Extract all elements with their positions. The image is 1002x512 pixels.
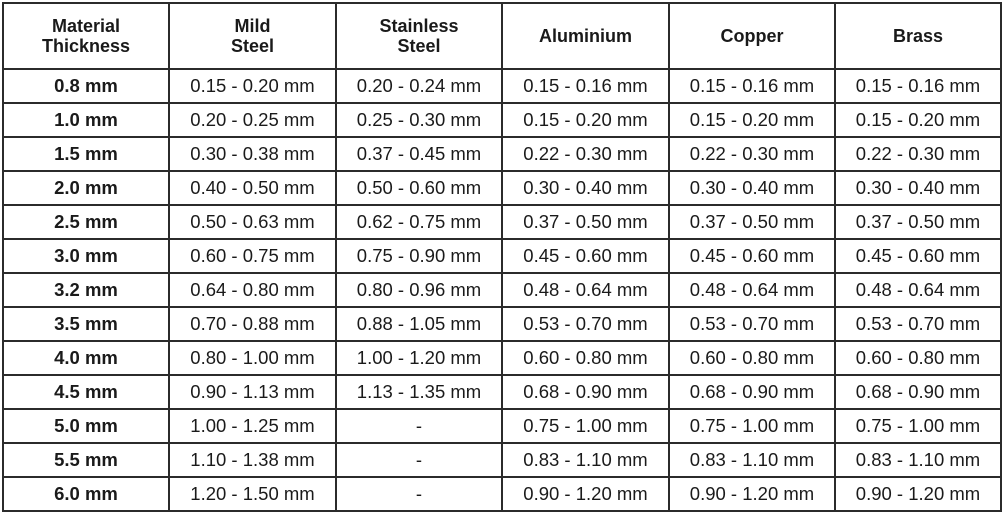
column-header-brass: [835, 3, 1001, 69]
table-cell: 0.48 - 0.64 mm: [835, 273, 1001, 307]
table-row: [3, 171, 1001, 205]
table-cell: 0.20 - 0.25 mm: [169, 103, 336, 137]
table-cell: 0.60 - 0.80 mm: [669, 341, 835, 375]
column-header-mild-steel: [169, 3, 336, 69]
header-line: Steel: [397, 36, 441, 56]
header-line: Stainless: [379, 16, 459, 36]
table-cell: 1.20 - 1.50 mm: [169, 477, 336, 511]
row-header-cell: 1.5 mm: [3, 137, 169, 171]
table-cell: 0.90 - 1.13 mm: [169, 375, 336, 409]
table-cell: 0.15 - 0.16 mm: [835, 69, 1001, 103]
table-cell: 0.30 - 0.40 mm: [669, 171, 835, 205]
header-line: Steel: [230, 36, 275, 56]
table-row: [3, 477, 1001, 511]
row-header-cell: 3.0 mm: [3, 239, 169, 273]
table-cell: 0.45 - 0.60 mm: [669, 239, 835, 273]
table-cell: 0.30 - 0.40 mm: [502, 171, 669, 205]
row-header-cell: 6.0 mm: [3, 477, 169, 511]
table-row: [3, 103, 1001, 137]
row-header-cell: 2.5 mm: [3, 205, 169, 239]
table-cell: 0.37 - 0.50 mm: [669, 205, 835, 239]
table-cell: 0.90 - 1.20 mm: [669, 477, 835, 511]
table-cell: 0.70 - 0.88 mm: [169, 307, 336, 341]
table-cell: 0.60 - 0.80 mm: [835, 341, 1001, 375]
table-cell: 0.15 - 0.20 mm: [502, 103, 669, 137]
table-cell: 0.53 - 0.70 mm: [669, 307, 835, 341]
table-cell: 0.22 - 0.30 mm: [669, 137, 835, 171]
row-header-cell: 2.0 mm: [3, 171, 169, 205]
table-cell: 0.15 - 0.20 mm: [669, 103, 835, 137]
table-cell: 0.30 - 0.38 mm: [169, 137, 336, 171]
table-row: [3, 273, 1001, 307]
table-cell: 1.00 - 1.25 mm: [169, 409, 336, 443]
table-cell: 0.68 - 0.90 mm: [669, 375, 835, 409]
table-cell: 1.10 - 1.38 mm: [169, 443, 336, 477]
table-cell: 1.13 - 1.35 mm: [336, 375, 502, 409]
table-body: [3, 69, 1001, 511]
table-cell: 0.45 - 0.60 mm: [502, 239, 669, 273]
table-cell: 0.25 - 0.30 mm: [336, 103, 502, 137]
table-header: [3, 3, 1001, 69]
table-cell: 0.15 - 0.16 mm: [669, 69, 835, 103]
table-cell: -: [336, 477, 502, 511]
header-line: Copper: [720, 26, 784, 46]
table-cell: 0.50 - 0.63 mm: [169, 205, 336, 239]
table-cell: 0.62 - 0.75 mm: [336, 205, 502, 239]
table-row: [3, 375, 1001, 409]
column-header-material-thickness: [3, 3, 169, 69]
table-cell: 0.68 - 0.90 mm: [835, 375, 1001, 409]
header-line: Brass: [892, 26, 944, 46]
column-header-stainless-steel: [336, 3, 502, 69]
table-cell: 0.15 - 0.16 mm: [502, 69, 669, 103]
header-line: Aluminium: [539, 26, 632, 46]
table-cell: 0.75 - 0.90 mm: [336, 239, 502, 273]
table-cell: 0.90 - 1.20 mm: [835, 477, 1001, 511]
table-cell: 0.53 - 0.70 mm: [835, 307, 1001, 341]
row-header-cell: 5.0 mm: [3, 409, 169, 443]
row-header-cell: 0.8 mm: [3, 69, 169, 103]
table-cell: 0.37 - 0.50 mm: [502, 205, 669, 239]
table-row: [3, 239, 1001, 273]
row-header-cell: 3.5 mm: [3, 307, 169, 341]
table-cell: 0.88 - 1.05 mm: [336, 307, 502, 341]
header-line: Thickness: [41, 36, 131, 56]
column-header-aluminium: [502, 3, 669, 69]
table-cell: 0.40 - 0.50 mm: [169, 171, 336, 205]
table-row: [3, 409, 1001, 443]
table-cell: 0.48 - 0.64 mm: [502, 273, 669, 307]
row-header-cell: 1.0 mm: [3, 103, 169, 137]
header-line: Mild: [234, 16, 271, 36]
table-cell: 0.80 - 0.96 mm: [336, 273, 502, 307]
table-cell: 0.37 - 0.50 mm: [835, 205, 1001, 239]
table-cell: 0.83 - 1.10 mm: [835, 443, 1001, 477]
table-cell: 1.00 - 1.20 mm: [336, 341, 502, 375]
table-cell: 0.15 - 0.20 mm: [835, 103, 1001, 137]
table-cell: 0.50 - 0.60 mm: [336, 171, 502, 205]
row-header-cell: 5.5 mm: [3, 443, 169, 477]
table-cell: -: [336, 409, 502, 443]
table-cell: 0.60 - 0.80 mm: [502, 341, 669, 375]
table-cell: 0.60 - 0.75 mm: [169, 239, 336, 273]
table-cell: 0.83 - 1.10 mm: [502, 443, 669, 477]
row-header-cell: 3.2 mm: [3, 273, 169, 307]
table-cell: 0.37 - 0.45 mm: [336, 137, 502, 171]
table-row: [3, 341, 1001, 375]
table-cell: 0.75 - 1.00 mm: [835, 409, 1001, 443]
table-row: [3, 137, 1001, 171]
table-row: [3, 205, 1001, 239]
table-row: [3, 69, 1001, 103]
table-row: [3, 307, 1001, 341]
table-cell: 0.45 - 0.60 mm: [835, 239, 1001, 273]
table-cell: 0.53 - 0.70 mm: [502, 307, 669, 341]
table-cell: 0.48 - 0.64 mm: [669, 273, 835, 307]
header-line: Material: [51, 16, 121, 36]
table-cell: 0.80 - 1.00 mm: [169, 341, 336, 375]
table-cell: 0.90 - 1.20 mm: [502, 477, 669, 511]
table-cell: 0.15 - 0.20 mm: [169, 69, 336, 103]
table-cell: 0.68 - 0.90 mm: [502, 375, 669, 409]
row-header-cell: 4.5 mm: [3, 375, 169, 409]
clearance-table: [2, 2, 1002, 512]
table-cell: 0.30 - 0.40 mm: [835, 171, 1001, 205]
table-cell: 0.22 - 0.30 mm: [835, 137, 1001, 171]
header-row: [3, 3, 1001, 69]
column-header-copper: [669, 3, 835, 69]
table-cell: 0.64 - 0.80 mm: [169, 273, 336, 307]
table-cell: 0.22 - 0.30 mm: [502, 137, 669, 171]
table-cell: 0.83 - 1.10 mm: [669, 443, 835, 477]
row-header-cell: 4.0 mm: [3, 341, 169, 375]
table-row: [3, 443, 1001, 477]
table-cell: 0.75 - 1.00 mm: [502, 409, 669, 443]
table-cell: -: [336, 443, 502, 477]
table-cell: 0.20 - 0.24 mm: [336, 69, 502, 103]
table-cell: 0.75 - 1.00 mm: [669, 409, 835, 443]
